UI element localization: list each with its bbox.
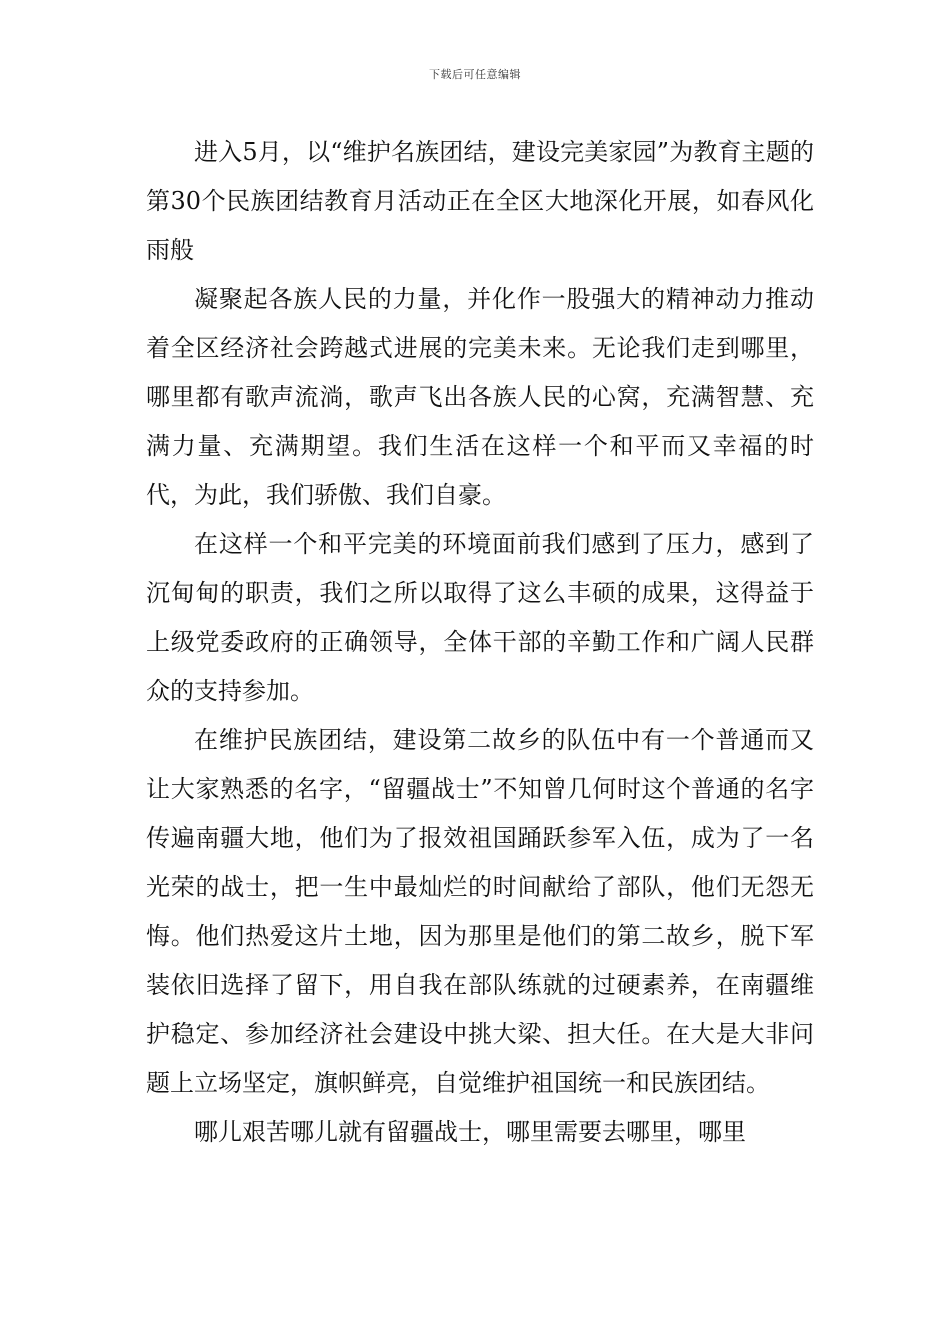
paragraph-5: 哪儿艰苦哪儿就有留疆战士，哪里需要去哪里，哪里 [194,1118,746,1146]
paragraph-4: 在维护民族团结，建设第二故乡的队伍中有一个普通而又让大家熟悉的名字，“留疆战士”不知曾几何时这个普通的名字传遍南疆大地，他们为了报效祖国踊跃参军入伍，成为了一名光荣的战士，把一生中最灿烂的时间献给了部队，他们无怨无悔。他们热爱这片土地，因为那里是他们的第二故乡，脱下军装依旧选择了留下，用自我在部队练就的过硬素养，在南疆维护稳定、参加经济社会建设中挑大梁、担大任。在大是大非问题上立场坚定，旗帜鲜亮，自觉维护祖国统一和民族团结。 [146,726,814,1097]
paragraph-2: 凝聚起各族人民的力量，并化作一股强大的精神动力推动着全区经济社会跨越式进展的完美未来。无论我们走到哪里，哪里都有歌声流淌，歌声飞出各族人民的心窝，充满智慧、充满力量、充满期望。我们生活在这样一个和平而又幸福的时代，为此，我们骄傲、我们自豪。 [146,285,814,509]
document-body [146,128,814,1157]
page-header: 下载后可任意编辑 [429,68,521,81]
paragraph-3: 在这样一个和平完美的环境面前我们感到了压力，感到了沉甸甸的职责，我们之所以取得了这么丰硕的成果，这得益于上级党委政府的正确领导，全体干部的辛勤工作和广阔人民群众的支持参加。 [146,530,814,705]
paragraph-1: 进入5月，以“维护名族团结，建设完美家园”为教育主题的第30个民族团结教育月活动正在全区大地深化开展，如春风化雨般 [146,138,814,264]
